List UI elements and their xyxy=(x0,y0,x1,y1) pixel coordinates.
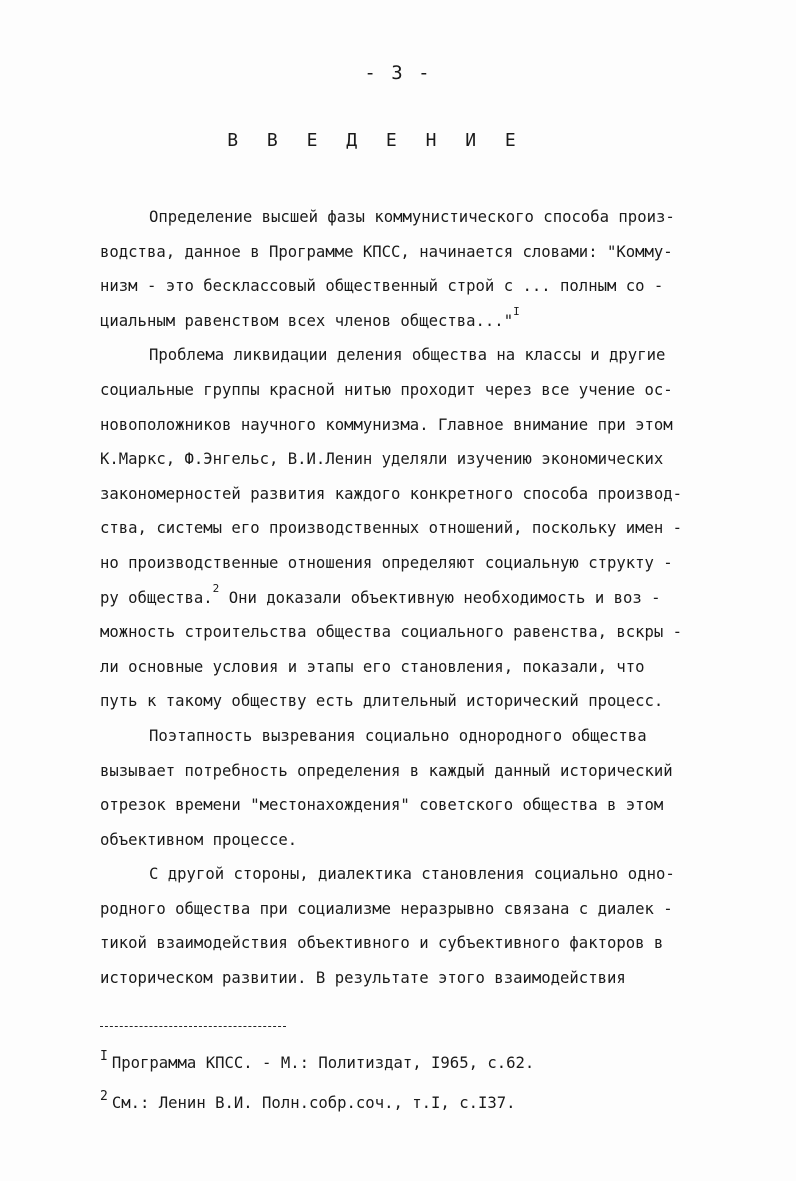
body-text xyxy=(100,200,750,996)
text-fragment: циальным равенством всех членов общества..." xyxy=(100,311,514,330)
text-line: вызывает потребность определения в каждый данный исторический xyxy=(100,761,673,780)
text-line: новоположников научного коммунизма. Главное внимание при этом xyxy=(100,415,673,434)
text-line: можность строительства общества социального равенства, вскры - xyxy=(100,623,683,642)
text-line: Определение высшей фазы коммунистического способа произ- xyxy=(149,208,675,226)
text-line: но производственные отношения определяют социальную структу - xyxy=(100,553,673,572)
page-title: В В Е Д Е Н И Е xyxy=(227,130,525,151)
text-line: С другой стороны, диалектика становления социально одно- xyxy=(149,865,675,884)
text-fragment: Они доказали объективную необходимость и воз - xyxy=(228,588,661,607)
footnote-mark: I xyxy=(100,1049,108,1064)
text-line: ства, системы его производственных отношений, поскольку имен - xyxy=(100,519,683,538)
text-line: социальные группы красной нитью проходит через все учение ос- xyxy=(100,380,673,399)
text-line: ли основные условия и этапы его становления, показали, что xyxy=(100,657,645,676)
text-line: Проблема ликвидации деления общества на классы и другие xyxy=(149,346,666,365)
page-number: - 3 - xyxy=(364,62,432,84)
text-line: путь к такому обществу есть длительный исторический процесс. xyxy=(100,692,664,711)
footnote-item xyxy=(100,1083,750,1123)
text-line: родного общества при социализме неразрывно связана с диалек - xyxy=(100,899,673,918)
footnote-mark: 2 xyxy=(100,1089,108,1104)
text-line xyxy=(100,581,750,616)
footnote-reference: I xyxy=(513,304,520,318)
text-line: водства, данное в Программе КПСС, начинается словами: "Комму- xyxy=(100,242,673,261)
footnotes xyxy=(100,1043,750,1123)
footnote-text: См.: Ленин В.И. Полн.собр.соч., т.I, с.I37. xyxy=(111,1094,516,1112)
text-line: тикой взаимодействия объективного и субъективного факторов в xyxy=(100,934,664,953)
text-line: К.Маркс, Ф.Энгельс, В.И.Ленин уделяли изучению экономических xyxy=(100,450,664,469)
text-line: Поэтапность вызревания социально однородного общества xyxy=(149,726,647,745)
footnote-text: Программа КПСС. - М.: Политиздат, I965, с.62. xyxy=(111,1054,535,1072)
text-line: отрезок времени "местонахождения" советского общества в этом xyxy=(100,796,664,815)
footnote-reference: 2 xyxy=(212,581,220,595)
footnote-item xyxy=(100,1043,750,1083)
text-line: историческом развитии. В результате этого взаимодействия xyxy=(100,969,626,988)
text-line xyxy=(100,304,750,339)
text-line: низм - это бесклассовый общественный строй с ... полным со - xyxy=(100,277,664,296)
footnote-divider xyxy=(100,1026,286,1027)
text-line: объективном процессе. xyxy=(100,830,298,849)
text-fragment: ру общества. xyxy=(100,588,213,607)
text-line: закономерностей развития каждого конкретного способа производ- xyxy=(100,484,683,503)
